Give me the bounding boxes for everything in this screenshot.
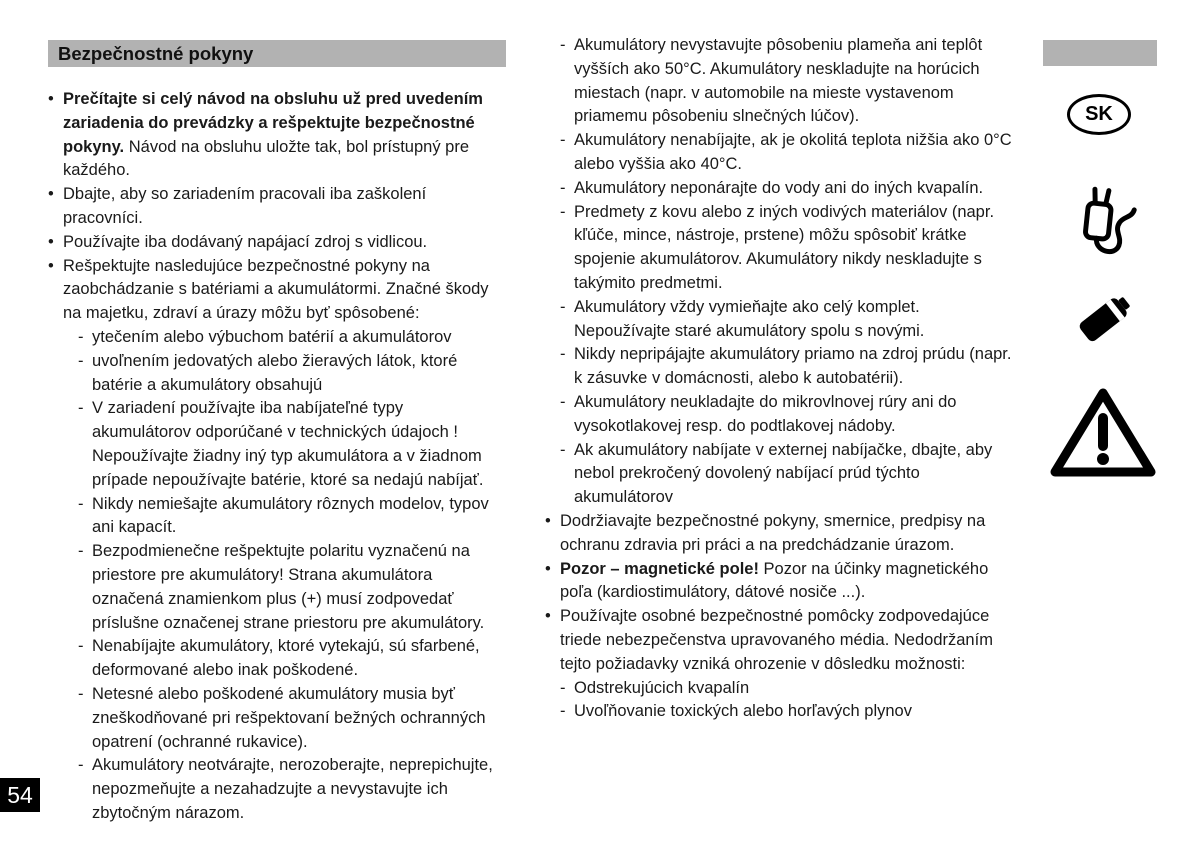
list-marker: • — [545, 559, 551, 578]
dash-item — [48, 683, 506, 754]
list-item-text: Dbajte, aby so zariadením pracovali iba zaškolení pracovníci. — [63, 185, 427, 227]
language-badge — [1067, 94, 1131, 135]
list-marker: • — [48, 232, 54, 251]
list-marker: • — [48, 185, 54, 204]
language-badge-label: SK — [1085, 103, 1113, 125]
bullet-item — [545, 558, 1013, 606]
list-marker: - — [560, 178, 566, 197]
list-marker: • — [545, 511, 551, 530]
list-marker: • — [48, 90, 54, 108]
list-marker: - — [560, 392, 566, 411]
dash-item — [48, 350, 506, 398]
list-item-text: Akumulátory nevystavujte pôsobeniu plameňa ani teplôt vyšších ako 50°C. Akumulátory neskladujte na horúcich miestach (napr. v automobile na mieste vystavenom priamemu pôsobeniu slnečných lúčov). — [574, 36, 983, 126]
dash-item — [545, 34, 1013, 129]
dash-item — [48, 754, 506, 825]
list-item-text: uvoľnením jedovatých alebo žieravých látok, ktoré batérie a akumulátory obsahujú — [92, 351, 458, 394]
page-number: 54 — [0, 778, 40, 812]
list-marker: - — [560, 202, 566, 221]
list-marker: - — [78, 684, 84, 703]
left-column — [48, 40, 506, 826]
list-marker: - — [560, 345, 566, 364]
dash-item — [545, 677, 1013, 701]
list-item-text: Bezpodmienečne rešpektujte polaritu vyznačenú na priestore pre akumulátory! Strana akumulátora označená znamienkom plus (+) musí zodpovedať príslušne označenej strane priestoru pre akumulátory. — [92, 542, 485, 632]
list-item-text: Akumulátory vždy vymieňajte ako celý komplet. Nepoužívajte staré akumulátory spolu s novými. — [574, 297, 925, 340]
list-marker: - — [560, 702, 566, 721]
list-marker: - — [78, 756, 84, 775]
right-column — [545, 34, 1013, 724]
right-column-list — [545, 34, 1013, 724]
dash-item — [545, 439, 1013, 510]
list-item-text: Odstrekujúcich kvapalín — [574, 678, 750, 697]
list-marker: - — [78, 327, 84, 346]
list-marker: - — [560, 297, 566, 316]
dash-item — [48, 326, 506, 350]
bullet-item — [48, 183, 506, 231]
list-marker: - — [78, 494, 84, 513]
dash-item — [545, 201, 1013, 296]
dash-item — [545, 700, 1013, 724]
battery-icon — [1073, 280, 1143, 357]
list-item-text: Nikdy nepripájajte akumulátory priamo na zdroj prúdu (napr. k zásuvke v domácnosti, alebo k autobatérii). — [574, 345, 1012, 388]
list-item-text: Akumulátory neukladajte do mikrovlnovej rúry ani do vysokotlakovej resp. do podtlakovej nádoby. — [574, 392, 957, 435]
list-marker: - — [560, 440, 566, 459]
list-item-text: Netesné alebo poškodené akumulátory musia byť zneškodňované pri rešpektovaní bežných ochranných opatrení (ochranné rukavice). — [92, 684, 486, 751]
bullet-item — [48, 255, 506, 326]
list-item-text: Pozor – magnetické pole! Pozor na účinky magnetického poľa (kardiostimulátory, dátové nosiče ...). — [560, 559, 989, 602]
list-item-text: ytečením alebo výbuchom batérií a akumulátorov — [92, 327, 452, 346]
dash-item — [545, 343, 1013, 391]
list-item-text: Dodržiavajte bezpečnostné pokyny, smernice, predpisy na ochranu zdravia pri práci a na predchádzanie úrazom. — [560, 511, 986, 554]
list-item-text: V zariadení používajte iba nabíjateľné typy akumulátorov odporúčané v technických údajoch ! Nepoužívajte žiadny iný typ akumulátora a v žiadnom prípade nepoužívajte batérie, ktoré sa nedajú nabíjať. — [92, 399, 484, 489]
list-item-text: Predmety z kovu alebo z iných vodivých materiálov (napr. kľúče, mince, nástroje, prstene) môžu spôsobiť krátke spojenie akumulátorov. Akumulátory nikdy neskladujte s takýmito predmetmi. — [574, 202, 995, 292]
list-item-text: Ak akumulátory nabíjate v externej nabíjačke, dbajte, aby nebol prekročený dovolený nabíjací prúd týchto akumulátorov — [574, 440, 993, 507]
sidebar-header-bar — [1043, 40, 1157, 66]
list-marker: • — [48, 256, 54, 275]
list-item-text: Používajte osobné bezpečnostné pomôcky zodpovedajúce triede nebezpečenstva upravovaného média. Nedodržaním tejto požiadavky vzniká ohrozenie v dôsledku možnosti: — [560, 607, 993, 673]
list-marker: - — [560, 131, 566, 150]
list-item-text: Nenabíjajte akumulátory, ktoré vytekajú, sú sfarbené, deformované alebo inak poškodené. — [92, 637, 480, 680]
bullet-item — [545, 605, 1013, 676]
dash-item — [48, 397, 506, 492]
dash-item — [48, 540, 506, 635]
dash-item — [48, 635, 506, 683]
warning-triangle-icon — [1050, 386, 1156, 483]
list-item-text: Akumulátory neponárajte do vody ani do iných kvapalín. — [574, 178, 984, 197]
list-item-text: Prečítajte si celý návod na obsluhu už pred uvedením zariadenia do prevádzky a rešpektujte bezpečnostné pokyny. Návod na obsluhu uložte tak, bol prístupný pre každého. — [63, 90, 483, 180]
section-header — [48, 40, 506, 67]
list-marker: - — [560, 678, 566, 697]
list-item-text: Rešpektujte nasledujúce bezpečnostné pokyny na zaobchádzanie s batériami a akumulátormi. Značné škody na majetku, zdraví a úrazy môžu byť spôsobené: — [63, 256, 489, 323]
list-marker: - — [78, 399, 84, 418]
list-marker: - — [78, 637, 84, 656]
power-adapter-icon — [1073, 184, 1139, 273]
dash-item — [48, 493, 506, 541]
list-item-text: Akumulátory nenabíjajte, ak je okolitá teplota nižšia ako 0°C alebo vyššia ako 40°C. — [574, 131, 1012, 173]
list-marker: - — [560, 36, 566, 54]
list-marker: - — [78, 542, 84, 561]
bullet-item — [48, 231, 506, 255]
dash-item — [545, 391, 1013, 439]
dash-item — [545, 129, 1013, 177]
bullet-item — [545, 510, 1013, 558]
list-item-text: Používajte iba dodávaný napájací zdroj s vidlicou. — [63, 232, 428, 251]
list-item-text: Akumulátory neotvárajte, nerozoberajte, neprepichujte, nepozmeňujte a nezahadzujte a nevystavujte ich zbytočným nárazom. — [92, 756, 493, 822]
list-item-text: Nikdy nemiešajte akumulátory rôznych modelov, typov ani kapacít. — [92, 494, 489, 537]
list-item-text: Uvoľňovanie toxických alebo horľavých plynov — [574, 702, 912, 721]
dash-item — [545, 177, 1013, 201]
list-marker: • — [545, 607, 551, 626]
dash-item — [545, 296, 1013, 344]
list-marker: - — [78, 351, 84, 370]
section-title: Bezpečnostné pokyny — [58, 43, 254, 64]
left-column-list — [48, 88, 506, 826]
bullet-item — [48, 88, 506, 183]
